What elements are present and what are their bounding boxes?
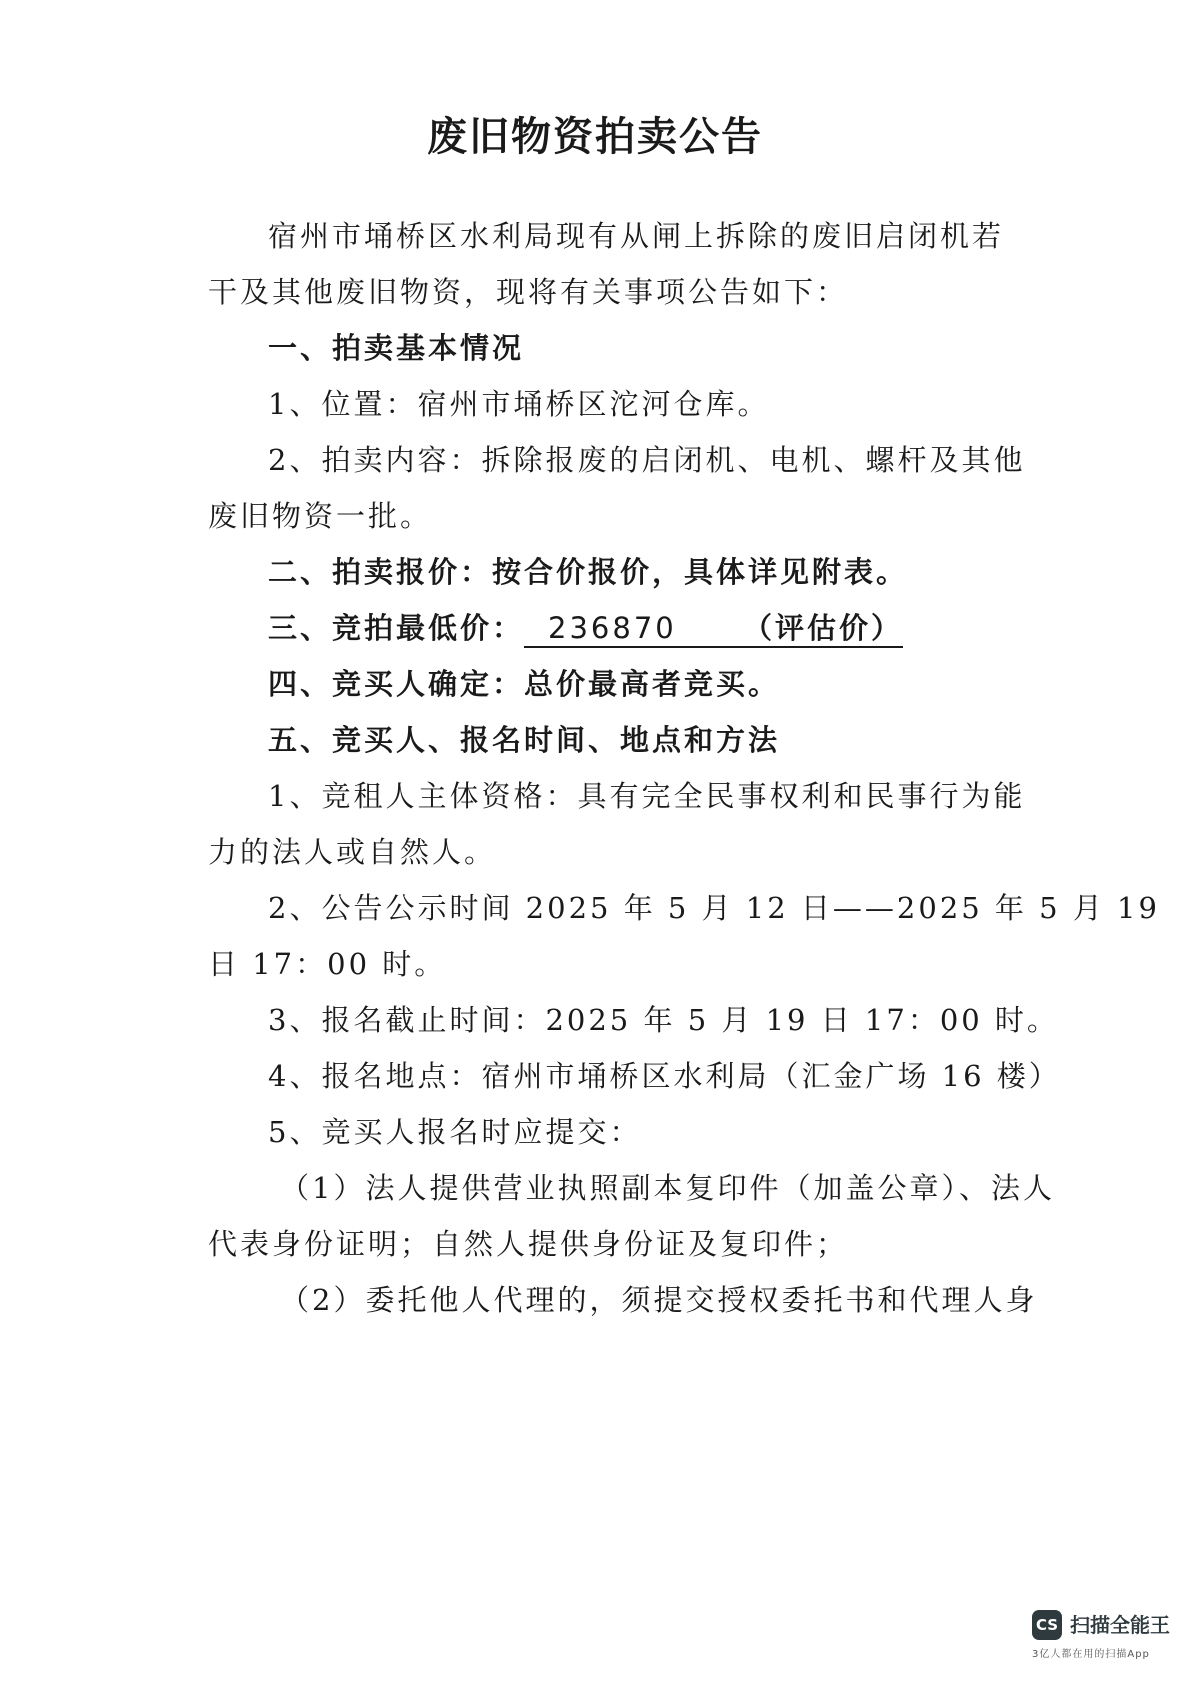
section-5-sub-2-line-1: （2）委托他人代理的，须提交授权委托书和代理人身 bbox=[280, 1283, 1038, 1317]
section-3-label: 三、竞拍最低价： bbox=[268, 611, 525, 645]
section-5-sub-1-line-1: （1）法人提供营业执照副本复印件（加盖公章）、法人 bbox=[280, 1171, 1055, 1205]
minimum-price-note: （评估价） bbox=[743, 611, 904, 645]
section-5-sub-1-line-2: 代表身份证明；自然人提供身份证及复印件； bbox=[208, 1227, 849, 1261]
watermark-app-name: 扫描全能王 bbox=[1070, 1613, 1170, 1637]
camscanner-logo-icon: CS bbox=[1032, 1610, 1062, 1640]
section-5-heading: 五、竞买人、报名时间、地点和方法 bbox=[268, 723, 781, 757]
section-1-item-1: 1、位置：宿州市埇桥区沱河仓库。 bbox=[268, 387, 770, 421]
section-2-heading: 二、拍卖报价：按合价报价，具体详见附表。 bbox=[268, 555, 909, 589]
section-5-item-1-line-1: 1、竞租人主体资格：具有完全民事权利和民事行为能 bbox=[268, 779, 1026, 813]
section-5-item-2-line-2: 日 17：00 时。 bbox=[208, 947, 447, 981]
section-5-item-5: 5、竞买人报名时应提交： bbox=[268, 1115, 642, 1149]
section-5-item-4: 4、报名地点：宿州市埇桥区水利局（汇金广场 16 楼） bbox=[268, 1059, 1061, 1093]
section-1-item-2-line-1: 2、拍卖内容：拆除报废的启闭机、电机、螺杆及其他 bbox=[268, 443, 1026, 477]
scanner-watermark bbox=[1032, 1610, 1182, 1674]
section-3-heading bbox=[268, 608, 903, 648]
intro-line-1: 宿州市埇桥区水利局现有从闸上拆除的废旧启闭机若 bbox=[268, 219, 1005, 253]
document-title: 废旧物资拍卖公告 bbox=[427, 114, 763, 160]
section-1-item-2-line-2: 废旧物资一批。 bbox=[208, 499, 433, 533]
minimum-price-field bbox=[524, 610, 903, 648]
minimum-price-value: 236870 bbox=[548, 611, 677, 645]
watermark-tagline: 3亿人都在用的扫描App bbox=[1032, 1649, 1150, 1660]
section-4-heading: 四、竞买人确定：总价最高者竞买。 bbox=[268, 667, 781, 701]
section-5-item-3: 3、报名截止时间：2025 年 5 月 19 日 17：00 时。 bbox=[268, 1003, 1059, 1037]
section-5-item-2-line-1: 2、公告公示时间 2025 年 5 月 12 日——2025 年 5 月 19 bbox=[268, 891, 1160, 925]
intro-line-2: 干及其他废旧物资，现将有关事项公告如下： bbox=[208, 275, 849, 309]
section-5-item-1-line-2: 力的法人或自然人。 bbox=[208, 835, 497, 869]
section-1-heading: 一、拍卖基本情况 bbox=[268, 331, 525, 365]
